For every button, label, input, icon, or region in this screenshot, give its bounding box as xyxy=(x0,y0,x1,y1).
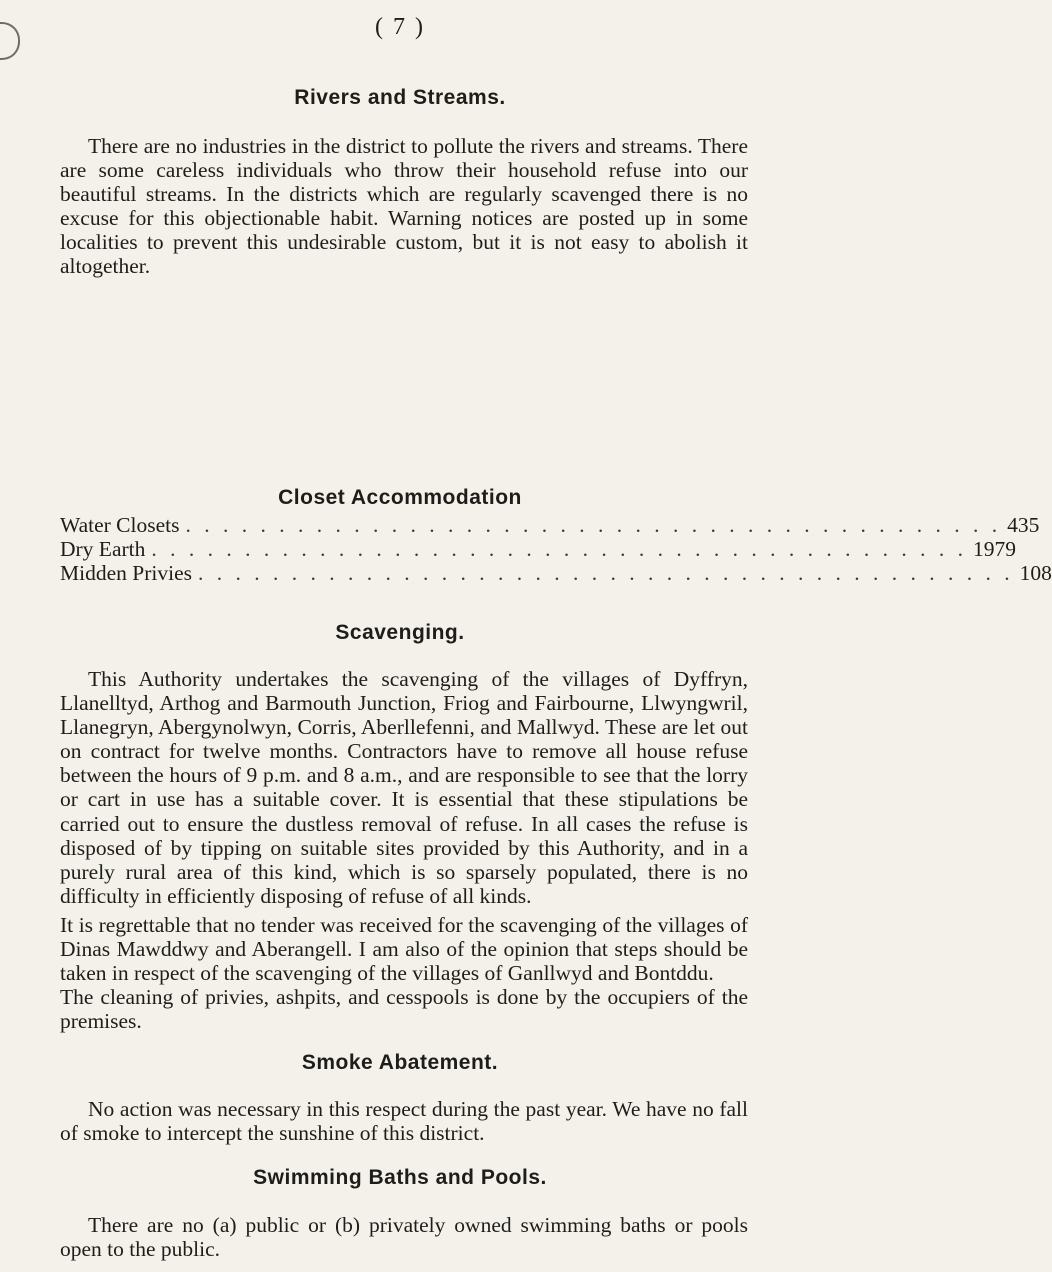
smoke-heading: Smoke Abatement. xyxy=(301,1051,499,1074)
page-number: ( 7 ) xyxy=(375,14,425,40)
closet-row-label: Midden Privies xyxy=(60,561,192,585)
rivers-heading: Rivers and Streams. xyxy=(294,86,506,109)
closet-row-midden-privies xyxy=(60,561,1052,585)
dot-leader: . . . . . . . . . . . . . . . . . . . . . . . . . . . . . . . . . . . . . . . . . . . . xyxy=(197,561,1014,585)
closet-row-value: 1979 xyxy=(973,537,1016,561)
closet-table xyxy=(60,513,1052,585)
closet-heading: Closet Accommodation xyxy=(278,486,522,509)
scavenging-heading: Scavenging. xyxy=(335,621,465,644)
closet-row-water-closets xyxy=(60,513,1040,537)
closet-row-value: 108 xyxy=(1019,561,1052,585)
closet-row-value: 435 xyxy=(1007,513,1040,537)
closet-row-dry-earth xyxy=(60,537,1016,561)
closet-row-label: Dry Earth xyxy=(60,537,146,561)
dot-leader: . . . . . . . . . . . . . . . . . . . . . . . . . . . . . . . . . . . . . . . . . . . . xyxy=(185,513,1002,537)
closet-row-label: Water Closets xyxy=(60,513,180,537)
scavenging-paragraph-1: This Authority undertakes the scavenging of the villages of Dyffryn, Llanelltyd, Arthog and Barmouth Junction, Friog and Fairbourne, Llwyngwril, Llanegryn, Abergynolwyn, Corris, Aberllefenni, and Mallwyd. These are let out on contract for twelve months. Contractors have to remove all house refuse between the hours of 9 p.m. and 8 a.m., and are responsible to see that the lorry or cart in use has a suitable cover. It is essential that these stipulations be carried out to ensure the dustless removal of refuse. In all cases the refuse is disposed of by tipping on suitable sites provided by this Authority, and in a purely rural area of this kind, which is so sparsely populated, there is no difficulty in efficiently disposing of refuse of all kinds. xyxy=(60,667,748,908)
dot-leader: . . . . . . . . . . . . . . . . . . . . . . . . . . . . . . . . . . . . . . . . . . . . xyxy=(151,537,967,561)
rivers-paragraph: There are no industries in the district to pollute the rivers and streams. There are some careless individuals who throw their household refuse into our beautiful streams. In the districts which are regularly scavenged there is no excuse for this objectionable habit. Warning notices are posted up in some localities to prevent this undesirable custom, but it is not easy to abolish it altogether. xyxy=(60,134,748,279)
swimming-paragraph: There are no (a) public or (b) privately owned swimming baths or pools open to the public. xyxy=(60,1213,748,1262)
scavenging-paragraph-3: The cleaning of privies, ashpits, and cesspools is done by the occupiers of the premises. xyxy=(60,985,748,1034)
swimming-heading: Swimming Baths and Pools. xyxy=(253,1166,547,1189)
scavenging-paragraph-2: It is regrettable that no tender was received for the scavenging of the villages of Dinas Mawddwy and Aberangell. I am also of the opinion that steps should be taken in respect of the scavenging of the villages of Ganllwyd and Bontddu. xyxy=(60,913,748,986)
smoke-paragraph: No action was necessary in this respect during the past year. We have no fall of smoke to intercept the sunshine of this district. xyxy=(60,1097,748,1146)
